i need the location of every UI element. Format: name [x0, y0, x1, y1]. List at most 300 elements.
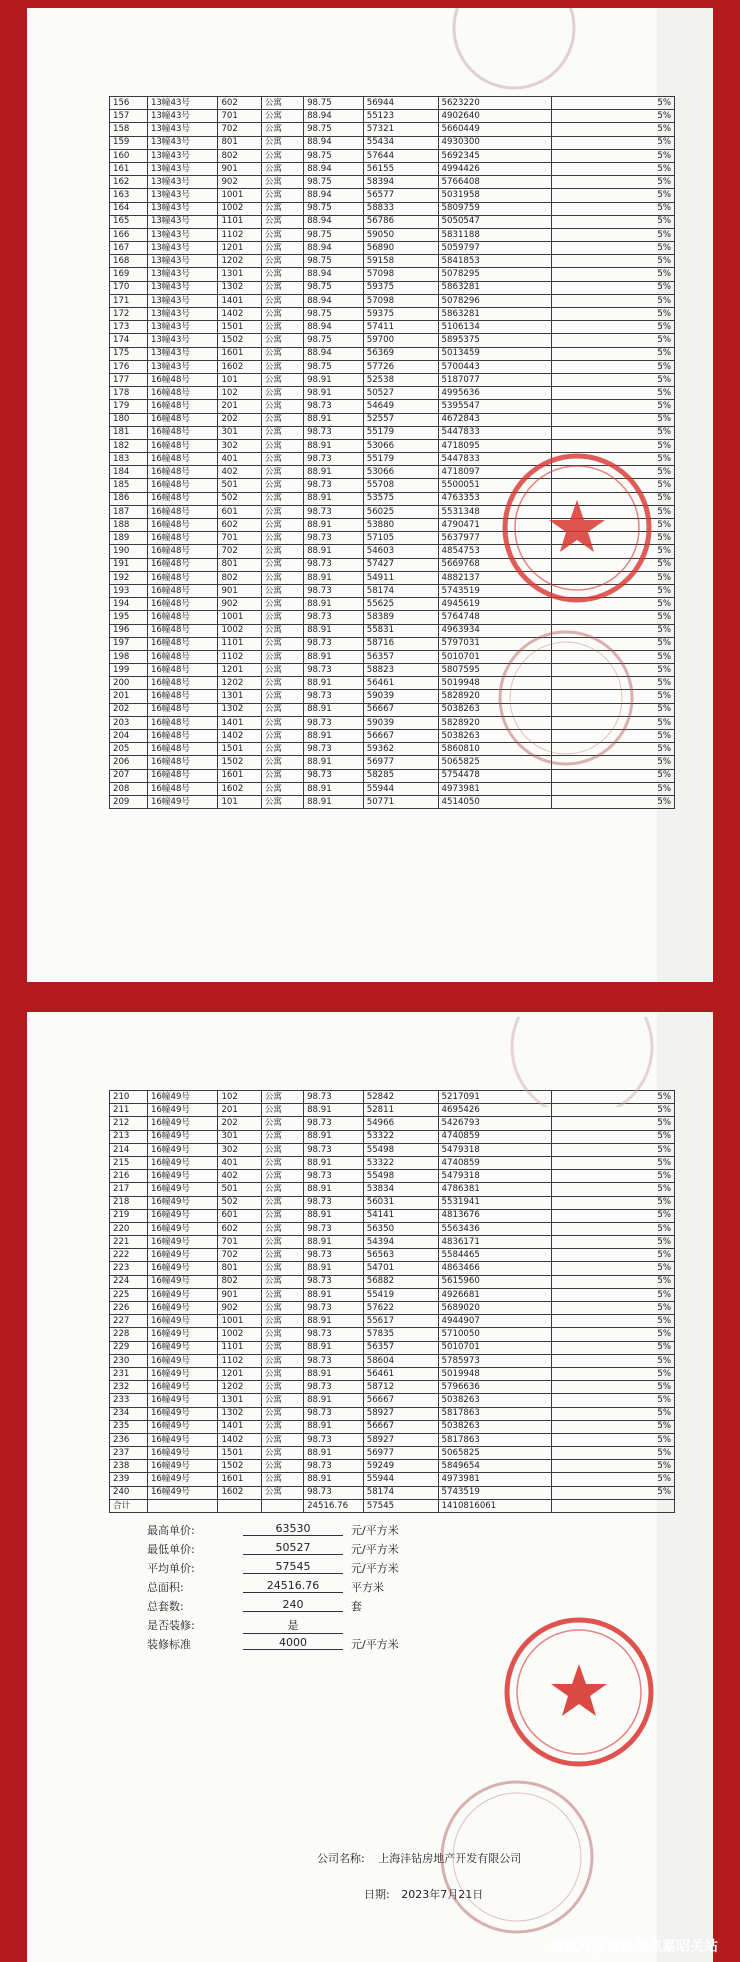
cell-unit-type: 公寓 — [261, 189, 303, 202]
cell-row-number: 226 — [110, 1302, 148, 1315]
company-seal-stamp — [499, 1612, 659, 1772]
cell-ratio: 5% — [552, 334, 675, 347]
cell-building: 16幢48号 — [147, 387, 217, 400]
cell-total-price: 5660449 — [438, 123, 552, 136]
cell-total-price: 4945619 — [438, 598, 552, 611]
cell-room-number: 1301 — [218, 690, 261, 703]
cell-area: 88.91 — [304, 782, 364, 795]
total-ratio — [552, 1499, 675, 1512]
cell-building: 16幢49号 — [147, 1236, 217, 1249]
cell-unit-price: 57098 — [363, 268, 438, 281]
cell-room-number: 1502 — [218, 1460, 261, 1473]
cell-ratio: 5% — [552, 1460, 675, 1473]
cell-ratio: 5% — [552, 650, 675, 663]
table-row — [110, 123, 675, 136]
cell-building: 16幢48号 — [147, 519, 217, 532]
cell-room-number: 602 — [218, 1222, 261, 1235]
table-row — [110, 228, 675, 241]
cell-unit-price: 52811 — [363, 1104, 438, 1117]
cell-row-number: 186 — [110, 492, 148, 505]
cell-total-price: 4854753 — [438, 545, 552, 558]
cell-room-number: 502 — [218, 1196, 261, 1209]
cell-building: 16幢49号 — [147, 1143, 217, 1156]
cell-area: 98.75 — [304, 97, 364, 110]
cell-row-number: 187 — [110, 505, 148, 518]
cell-total-price: 4813676 — [438, 1209, 552, 1222]
cell-unit-type: 公寓 — [261, 479, 303, 492]
cell-total-price: 4763353 — [438, 492, 552, 505]
cell-total-price: 5764748 — [438, 611, 552, 624]
cell-building: 13幢43号 — [147, 347, 217, 360]
cell-total-price: 5038263 — [438, 703, 552, 716]
cell-total-price: 4930300 — [438, 136, 552, 149]
cell-building: 13幢43号 — [147, 97, 217, 110]
cell-unit-type: 公寓 — [261, 743, 303, 756]
cell-building: 16幢49号 — [147, 1367, 217, 1380]
table-row — [110, 782, 675, 795]
cell-unit-type: 公寓 — [261, 624, 303, 637]
cell-ratio: 5% — [552, 294, 675, 307]
cell-building: 16幢49号 — [147, 1315, 217, 1328]
cell-unit-price: 56461 — [363, 677, 438, 690]
cell-unit-price: 57321 — [363, 123, 438, 136]
cell-building: 13幢43号 — [147, 176, 217, 189]
cell-room-number: 201 — [218, 1104, 261, 1117]
cell-row-number: 240 — [110, 1486, 148, 1499]
cell-row-number: 210 — [110, 1091, 148, 1104]
cell-room-number: 1402 — [218, 308, 261, 321]
cell-row-number: 194 — [110, 598, 148, 611]
cell-unit-type: 公寓 — [261, 558, 303, 571]
cell-room-number: 1301 — [218, 1394, 261, 1407]
cell-building: 16幢48号 — [147, 743, 217, 756]
table-row — [110, 149, 675, 162]
cell-unit-price: 56461 — [363, 1367, 438, 1380]
cell-ratio: 5% — [552, 1170, 675, 1183]
cell-total-price: 4995636 — [438, 387, 552, 400]
table-row — [110, 1170, 675, 1183]
cell-ratio: 5% — [552, 413, 675, 426]
cell-ratio: 5% — [552, 281, 675, 294]
cell-ratio: 5% — [552, 453, 675, 466]
cell-total-price: 4740859 — [438, 1130, 552, 1143]
cell-unit-type: 公寓 — [261, 795, 303, 808]
cell-unit-type: 公寓 — [261, 1104, 303, 1117]
cell-row-number: 175 — [110, 347, 148, 360]
cell-building: 16幢49号 — [147, 795, 217, 808]
cell-total-price: 5013459 — [438, 347, 552, 360]
cell-building: 16幢48号 — [147, 769, 217, 782]
cell-unit-type: 公寓 — [261, 400, 303, 413]
cell-total-price: 4718097 — [438, 466, 552, 479]
cell-building: 16幢49号 — [147, 1117, 217, 1130]
cell-ratio: 5% — [552, 756, 675, 769]
cell-room-number: 1201 — [218, 1367, 261, 1380]
cell-area: 88.91 — [304, 677, 364, 690]
cell-unit-price: 55831 — [363, 624, 438, 637]
cell-room-number: 1602 — [218, 782, 261, 795]
table-row — [110, 1249, 675, 1262]
cell-row-number: 174 — [110, 334, 148, 347]
cell-row-number: 197 — [110, 637, 148, 650]
cell-room-number: 1002 — [218, 202, 261, 215]
cell-unit-type: 公寓 — [261, 1249, 303, 1262]
cell-unit-type: 公寓 — [261, 268, 303, 281]
cell-ratio: 5% — [552, 1407, 675, 1420]
cell-area: 88.91 — [304, 1367, 364, 1380]
cell-building: 16幢49号 — [147, 1262, 217, 1275]
cell-total-price: 4973981 — [438, 782, 552, 795]
cell-unit-type: 公寓 — [261, 228, 303, 241]
cell-room-number: 602 — [218, 97, 261, 110]
cell-unit-price: 56357 — [363, 1341, 438, 1354]
cell-room-number: 901 — [218, 162, 261, 175]
cell-total-price: 5500051 — [438, 479, 552, 492]
cell-total-price: 5019948 — [438, 1367, 552, 1380]
cell-total-price: 5700443 — [438, 360, 552, 373]
table-row — [110, 1407, 675, 1420]
cell-row-number: 235 — [110, 1420, 148, 1433]
cell-area: 88.94 — [304, 136, 364, 149]
table-row — [110, 400, 675, 413]
table-row — [110, 426, 675, 439]
cell-room-number: 1001 — [218, 611, 261, 624]
cell-total-price: 5106134 — [438, 321, 552, 334]
cell-ratio: 5% — [552, 690, 675, 703]
cell-ratio: 5% — [552, 795, 675, 808]
cell-area: 98.73 — [304, 453, 364, 466]
cell-unit-price: 53880 — [363, 519, 438, 532]
cell-ratio: 5% — [552, 1104, 675, 1117]
cell-area: 88.91 — [304, 1315, 364, 1328]
cell-room-number: 1602 — [218, 360, 261, 373]
cell-room-number: 1501 — [218, 743, 261, 756]
cell-building: 16幢48号 — [147, 611, 217, 624]
cell-building: 16幢49号 — [147, 1420, 217, 1433]
cell-unit-price: 56890 — [363, 242, 438, 255]
cell-row-number: 190 — [110, 545, 148, 558]
cell-total-price: 5807595 — [438, 664, 552, 677]
cell-total-price: 5863281 — [438, 281, 552, 294]
table-row — [110, 1130, 675, 1143]
cell-row-number: 232 — [110, 1381, 148, 1394]
cell-row-number: 215 — [110, 1156, 148, 1169]
cell-unit-type: 公寓 — [261, 1130, 303, 1143]
cell-total-price: 5669768 — [438, 558, 552, 571]
cell-area: 98.73 — [304, 1460, 364, 1473]
cell-area: 88.91 — [304, 1104, 364, 1117]
cell-area: 88.94 — [304, 110, 364, 123]
cell-room-number: 1301 — [218, 268, 261, 281]
cell-area: 88.94 — [304, 215, 364, 228]
cell-row-number: 217 — [110, 1183, 148, 1196]
cell-row-number: 216 — [110, 1170, 148, 1183]
table-row — [110, 321, 675, 334]
cell-area: 98.73 — [304, 1328, 364, 1341]
cell-row-number: 177 — [110, 373, 148, 386]
cell-row-number: 181 — [110, 426, 148, 439]
cell-unit-price: 55123 — [363, 110, 438, 123]
cell-building: 16幢49号 — [147, 1381, 217, 1394]
cell-unit-type: 公寓 — [261, 1367, 303, 1380]
cell-unit-type: 公寓 — [261, 1196, 303, 1209]
cell-unit-type: 公寓 — [261, 1275, 303, 1288]
cell-unit-price: 59375 — [363, 281, 438, 294]
cell-row-number: 219 — [110, 1209, 148, 1222]
cell-unit-type: 公寓 — [261, 519, 303, 532]
table-row — [110, 176, 675, 189]
cell-unit-type: 公寓 — [261, 492, 303, 505]
cell-unit-type: 公寓 — [261, 664, 303, 677]
table-row — [110, 136, 675, 149]
cell-total-price: 5059797 — [438, 242, 552, 255]
cell-area: 88.94 — [304, 189, 364, 202]
cell-building: 16幢49号 — [147, 1249, 217, 1262]
cell-ratio: 5% — [552, 571, 675, 584]
company-label: 公司名称: — [317, 1852, 365, 1865]
cell-area: 98.73 — [304, 479, 364, 492]
cell-ratio: 5% — [552, 373, 675, 386]
cell-room-number: 1102 — [218, 650, 261, 663]
cell-ratio: 5% — [552, 1156, 675, 1169]
cell-row-number: 205 — [110, 743, 148, 756]
cell-ratio: 5% — [552, 624, 675, 637]
cell-ratio: 5% — [552, 1315, 675, 1328]
cell-total-price: 5479318 — [438, 1170, 552, 1183]
cell-ratio: 5% — [552, 1236, 675, 1249]
cell-room-number: 401 — [218, 1156, 261, 1169]
cell-room-number: 1501 — [218, 321, 261, 334]
cell-building: 16幢48号 — [147, 703, 217, 716]
cell-area: 98.73 — [304, 637, 364, 650]
cell-building: 16幢49号 — [147, 1196, 217, 1209]
cell-room-number: 1102 — [218, 228, 261, 241]
cell-unit-type: 公寓 — [261, 466, 303, 479]
cell-area: 88.94 — [304, 162, 364, 175]
table-row — [110, 1288, 675, 1301]
cell-area: 98.73 — [304, 584, 364, 597]
cell-area: 88.91 — [304, 650, 364, 663]
cell-row-number: 234 — [110, 1407, 148, 1420]
cell-unit-type: 公寓 — [261, 255, 303, 268]
cell-building: 16幢49号 — [147, 1130, 217, 1143]
cell-ratio: 5% — [552, 162, 675, 175]
cell-ratio: 5% — [552, 703, 675, 716]
cell-unit-price: 56577 — [363, 189, 438, 202]
cell-room-number: 1001 — [218, 189, 261, 202]
cell-unit-type: 公寓 — [261, 677, 303, 690]
cell-area: 88.91 — [304, 466, 364, 479]
cell-unit-price: 54911 — [363, 571, 438, 584]
cell-unit-type: 公寓 — [261, 1473, 303, 1486]
cell-total-price: 4695426 — [438, 1104, 552, 1117]
table-row — [110, 1473, 675, 1486]
cell-room-number: 101 — [218, 373, 261, 386]
cell-area: 88.91 — [304, 519, 364, 532]
cell-total-price: 5828920 — [438, 690, 552, 703]
cell-total-price: 5050547 — [438, 215, 552, 228]
cell-ratio: 5% — [552, 769, 675, 782]
cell-row-number: 160 — [110, 149, 148, 162]
cell-total-price: 5754478 — [438, 769, 552, 782]
total-row-number: 合计 — [110, 1499, 148, 1512]
cell-unit-price: 54649 — [363, 400, 438, 413]
cell-unit-type: 公寓 — [261, 360, 303, 373]
cell-area: 98.73 — [304, 611, 364, 624]
cell-ratio: 5% — [552, 439, 675, 452]
cell-building: 16幢49号 — [147, 1447, 217, 1460]
cell-ratio: 5% — [552, 1328, 675, 1341]
cell-room-number: 1401 — [218, 716, 261, 729]
cell-area: 98.73 — [304, 532, 364, 545]
cell-ratio: 5% — [552, 466, 675, 479]
cell-unit-price: 58712 — [363, 1381, 438, 1394]
cell-room-number: 1002 — [218, 1328, 261, 1341]
cell-row-number: 229 — [110, 1341, 148, 1354]
table-row — [110, 294, 675, 307]
cell-unit-price: 56944 — [363, 97, 438, 110]
cell-ratio: 5% — [552, 110, 675, 123]
cell-unit-price: 53066 — [363, 466, 438, 479]
cell-unit-price: 54966 — [363, 1117, 438, 1130]
cell-unit-type: 公寓 — [261, 162, 303, 175]
cell-ratio: 5% — [552, 387, 675, 400]
cell-unit-price: 58823 — [363, 664, 438, 677]
cell-area: 98.91 — [304, 387, 364, 400]
cell-building: 16幢49号 — [147, 1328, 217, 1341]
cell-area: 98.75 — [304, 308, 364, 321]
cell-ratio: 5% — [552, 730, 675, 743]
cell-area: 88.91 — [304, 756, 364, 769]
cell-ratio: 5% — [552, 1367, 675, 1380]
cell-row-number: 167 — [110, 242, 148, 255]
table-row — [110, 202, 675, 215]
cell-area: 98.73 — [304, 769, 364, 782]
cell-building: 13幢43号 — [147, 294, 217, 307]
cell-total-price: 5019948 — [438, 677, 552, 690]
cell-ratio: 5% — [552, 1209, 675, 1222]
cell-row-number: 164 — [110, 202, 148, 215]
cell-total-price: 5797031 — [438, 637, 552, 650]
cell-unit-type: 公寓 — [261, 334, 303, 347]
cell-building: 13幢43号 — [147, 321, 217, 334]
cell-ratio: 5% — [552, 215, 675, 228]
cell-unit-type: 公寓 — [261, 637, 303, 650]
cell-room-number: 1202 — [218, 677, 261, 690]
total-room-number — [218, 1499, 261, 1512]
cell-unit-price: 54603 — [363, 545, 438, 558]
cell-room-number: 1201 — [218, 664, 261, 677]
cell-ratio: 5% — [552, 321, 675, 334]
cell-total-price: 5447833 — [438, 426, 552, 439]
table-row — [110, 334, 675, 347]
cell-ratio: 5% — [552, 1275, 675, 1288]
cell-row-number: 179 — [110, 400, 148, 413]
cell-building: 16幢49号 — [147, 1183, 217, 1196]
table-row — [110, 281, 675, 294]
cell-unit-price: 56025 — [363, 505, 438, 518]
cell-unit-price: 59039 — [363, 690, 438, 703]
cell-building: 13幢43号 — [147, 308, 217, 321]
cell-building: 16幢49号 — [147, 1209, 217, 1222]
cell-area: 88.91 — [304, 439, 364, 452]
cell-total-price: 5065825 — [438, 756, 552, 769]
cell-unit-price: 56369 — [363, 347, 438, 360]
cell-room-number: 1402 — [218, 1433, 261, 1446]
company-seal-stamp — [497, 448, 657, 608]
cell-total-price: 4882137 — [438, 571, 552, 584]
cell-row-number: 206 — [110, 756, 148, 769]
cell-building: 13幢43号 — [147, 255, 217, 268]
cell-unit-type: 公寓 — [261, 1183, 303, 1196]
cell-building: 16幢48号 — [147, 413, 217, 426]
cell-unit-price: 56977 — [363, 756, 438, 769]
cell-area: 98.73 — [304, 505, 364, 518]
table-row — [110, 1328, 675, 1341]
cell-area: 98.75 — [304, 149, 364, 162]
cell-unit-price: 58394 — [363, 176, 438, 189]
cell-unit-price: 56563 — [363, 1249, 438, 1262]
table-row — [110, 162, 675, 175]
cell-unit-type: 公寓 — [261, 439, 303, 452]
cell-area: 98.73 — [304, 1433, 364, 1446]
cell-room-number: 702 — [218, 123, 261, 136]
cell-total-price: 5831188 — [438, 228, 552, 241]
cell-unit-price: 53834 — [363, 1183, 438, 1196]
cell-ratio: 5% — [552, 1302, 675, 1315]
cell-row-number: 180 — [110, 413, 148, 426]
cell-building: 16幢48号 — [147, 690, 217, 703]
table-row — [110, 1354, 675, 1367]
cell-total-price: 5863281 — [438, 308, 552, 321]
cell-ratio: 5% — [552, 176, 675, 189]
cell-unit-type: 公寓 — [261, 1222, 303, 1235]
cell-room-number: 402 — [218, 1170, 261, 1183]
cell-unit-type: 公寓 — [261, 1407, 303, 1420]
cell-unit-type: 公寓 — [261, 703, 303, 716]
cell-area: 88.91 — [304, 1183, 364, 1196]
cell-ratio: 5% — [552, 1091, 675, 1104]
cell-room-number: 302 — [218, 439, 261, 452]
cell-ratio: 5% — [552, 716, 675, 729]
cell-room-number: 901 — [218, 1288, 261, 1301]
cell-unit-price: 58174 — [363, 1486, 438, 1499]
cell-unit-type: 公寓 — [261, 1447, 303, 1460]
cell-ratio: 5% — [552, 1183, 675, 1196]
cell-total-price: 4740859 — [438, 1156, 552, 1169]
cell-row-number: 173 — [110, 321, 148, 334]
cell-room-number: 1202 — [218, 1381, 261, 1394]
cell-total-price: 5584465 — [438, 1249, 552, 1262]
cell-unit-type: 公寓 — [261, 584, 303, 597]
cell-total-price: 5065825 — [438, 1447, 552, 1460]
cell-ratio: 5% — [552, 189, 675, 202]
cell-row-number: 227 — [110, 1315, 148, 1328]
cell-total-price: 4672843 — [438, 413, 552, 426]
cell-room-number: 902 — [218, 598, 261, 611]
table-row — [110, 1236, 675, 1249]
cell-unit-price: 59362 — [363, 743, 438, 756]
table-row — [110, 242, 675, 255]
cell-room-number: 1101 — [218, 215, 261, 228]
cell-area: 98.73 — [304, 1091, 364, 1104]
cell-unit-price: 55944 — [363, 782, 438, 795]
cell-unit-type: 公寓 — [261, 782, 303, 795]
cell-row-number: 161 — [110, 162, 148, 175]
cell-room-number: 502 — [218, 492, 261, 505]
cell-ratio: 5% — [552, 360, 675, 373]
cell-building: 13幢43号 — [147, 228, 217, 241]
